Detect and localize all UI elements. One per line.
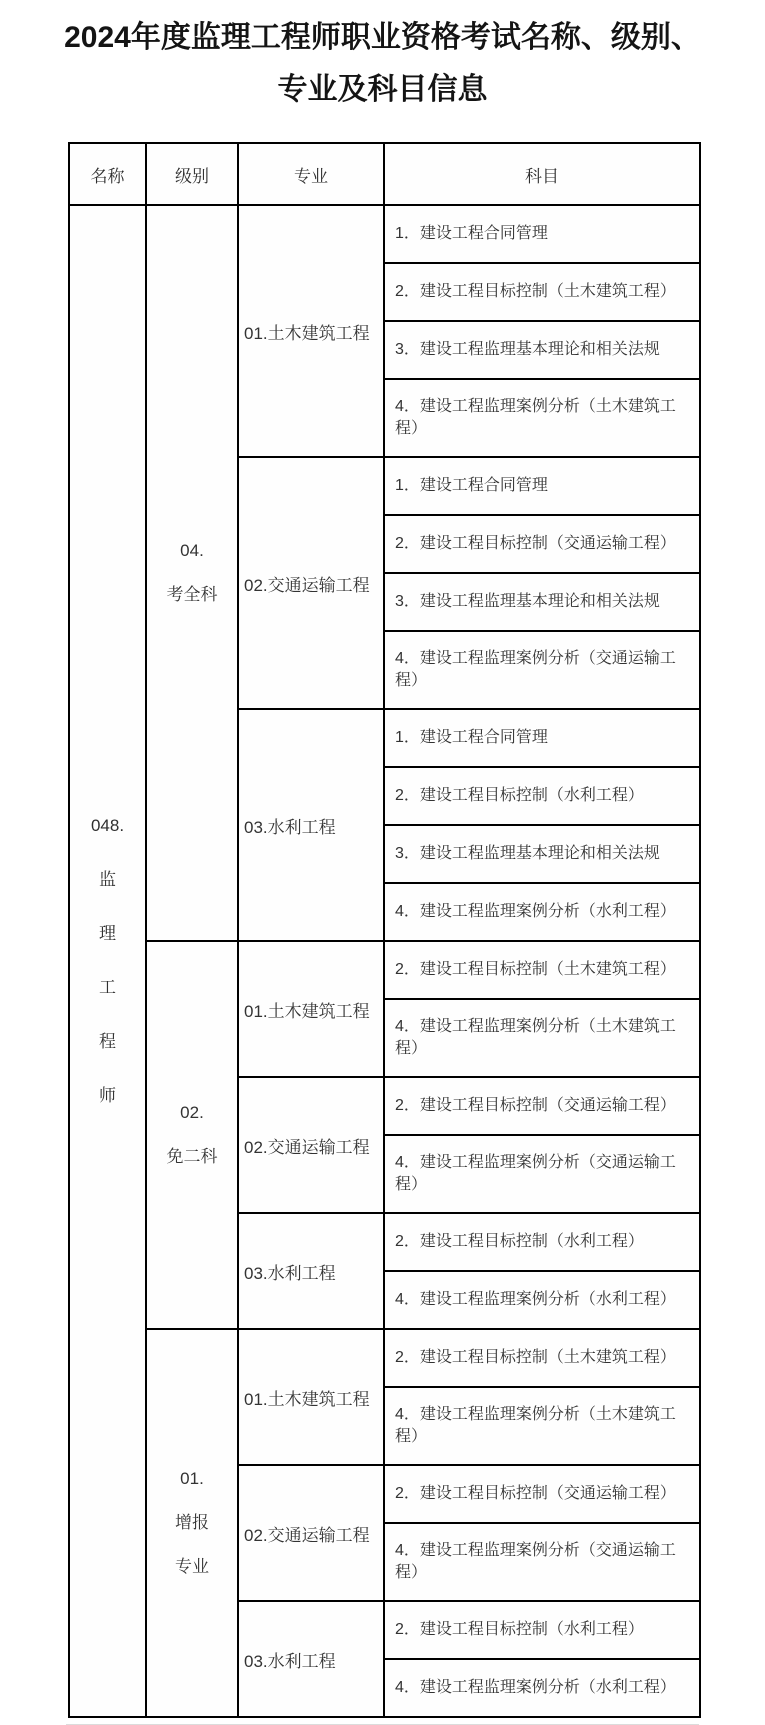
level-cell: 01. 增报 专业 — [146, 1329, 238, 1717]
major-cell: 02.交通运输工程 — [238, 1077, 384, 1213]
subject-cell: 4．建设工程监理案例分析（水利工程） — [384, 883, 700, 941]
major-cell: 02.交通运输工程 — [238, 1465, 384, 1601]
subject-cell: 4．建设工程监理案例分析（土木建筑工程） — [384, 999, 700, 1077]
subject-cell: 4．建设工程监理案例分析（土木建筑工程） — [384, 1387, 700, 1465]
subject-cell: 2．建设工程目标控制（土木建筑工程） — [384, 263, 700, 321]
level-cell: 04. 考全科 — [146, 205, 238, 941]
subject-cell: 2．建设工程目标控制（交通运输工程） — [384, 1465, 700, 1523]
subject-cell: 2．建设工程目标控制（交通运输工程） — [384, 515, 700, 573]
header-subject: 科目 — [384, 143, 700, 205]
subject-cell: 1．建设工程合同管理 — [384, 709, 700, 767]
page-title-line1: 2024年度监理工程师职业资格考试名称、级别、 — [64, 21, 701, 54]
table-row — [69, 1329, 700, 1387]
subject-cell: 1．建设工程合同管理 — [384, 205, 700, 263]
major-cell: 01.土木建筑工程 — [238, 205, 384, 457]
table-header-row — [69, 143, 700, 205]
level-cell: 02. 免二科 — [146, 941, 238, 1329]
major-cell: 03.水利工程 — [238, 1601, 384, 1717]
subject-cell: 3．建设工程监理基本理论和相关法规 — [384, 321, 700, 379]
header-name: 名称 — [69, 143, 146, 205]
subject-cell: 2．建设工程目标控制（水利工程） — [384, 767, 700, 825]
page-title-line2: 专业及科目信息 — [277, 73, 488, 106]
subject-cell: 2．建设工程目标控制（土木建筑工程） — [384, 1329, 700, 1387]
subject-cell: 3．建设工程监理基本理论和相关法规 — [384, 825, 700, 883]
subject-cell: 3．建设工程监理基本理论和相关法规 — [384, 573, 700, 631]
subject-cell: 4．建设工程监理案例分析（土木建筑工程） — [384, 379, 700, 457]
subject-cell: 2．建设工程目标控制（水利工程） — [384, 1601, 700, 1659]
subject-cell: 4．建设工程监理案例分析（交通运输工程） — [384, 1135, 700, 1213]
page-title — [0, 12, 765, 116]
subject-cell: 4．建设工程监理案例分析（交通运输工程） — [384, 1523, 700, 1601]
subject-cell: 4．建设工程监理案例分析（水利工程） — [384, 1271, 700, 1329]
subject-cell: 4．建设工程监理案例分析（水利工程） — [384, 1659, 700, 1717]
table-row — [69, 205, 700, 263]
major-cell: 03.水利工程 — [238, 709, 384, 941]
header-level: 级别 — [146, 143, 238, 205]
table-row — [69, 941, 700, 999]
subject-cell: 2．建设工程目标控制（水利工程） — [384, 1213, 700, 1271]
exam-info-table — [68, 142, 701, 1718]
header-major: 专业 — [238, 143, 384, 205]
subject-cell: 2．建设工程目标控制（土木建筑工程） — [384, 941, 700, 999]
major-cell: 02.交通运输工程 — [238, 457, 384, 709]
subject-cell: 2．建设工程目标控制（交通运输工程） — [384, 1077, 700, 1135]
major-cell: 01.土木建筑工程 — [238, 941, 384, 1077]
subject-cell: 4．建设工程监理案例分析（交通运输工程） — [384, 631, 700, 709]
major-cell: 03.水利工程 — [238, 1213, 384, 1329]
subject-cell: 1．建设工程合同管理 — [384, 457, 700, 515]
name-cell: 048. 监 理 工 程 师 — [69, 205, 146, 1717]
major-cell: 01.土木建筑工程 — [238, 1329, 384, 1465]
